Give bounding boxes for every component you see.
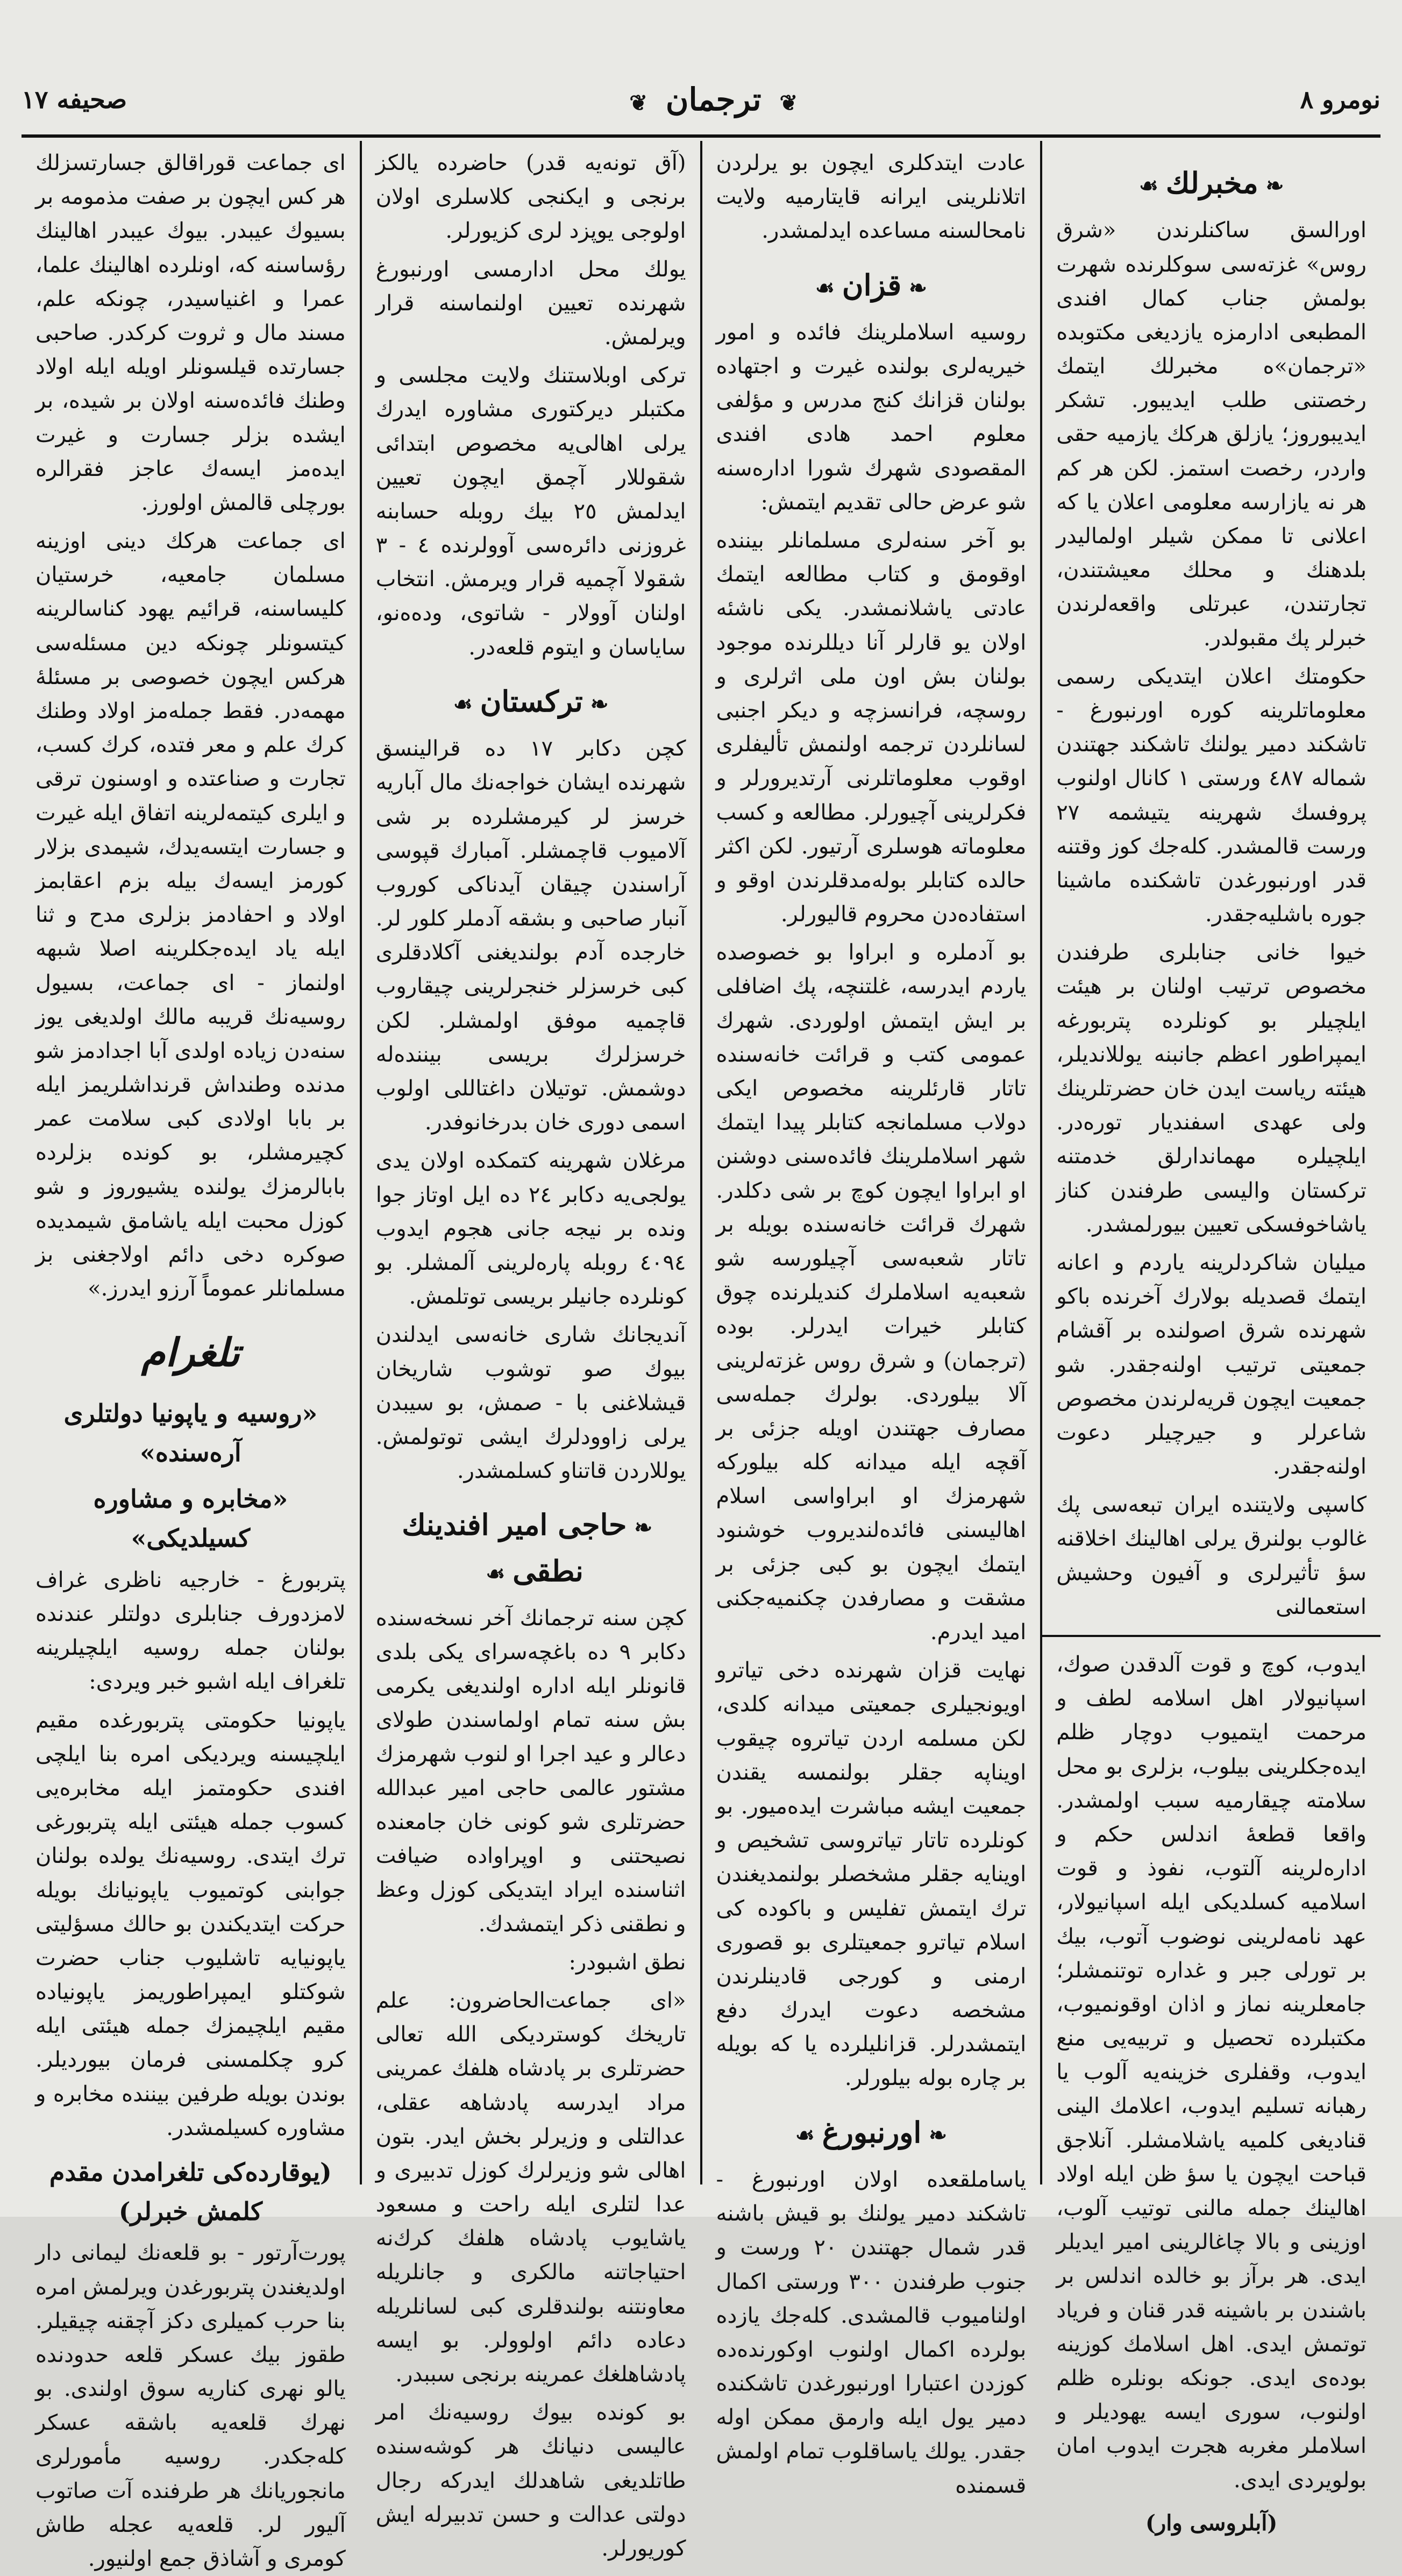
paragraph: (آق تونه‌یه قدر) حاضرده یالكز برنجی و ایكنجی كلاسلری اولان اولوجی یوپزد لری كزیورلر. — [375, 151, 686, 244]
divider — [1042, 1635, 1380, 1637]
column-4 — [22, 141, 360, 2572]
paragraph: اورالسق ساكنلرندن «شرق روس» غزته‌سی سوكلرنده شهرت بولمش جناب كمال افندی المطبعی ادارمزه یازدیغی مكتوبده «ترجمان»ه مخبرلك ایتمك رخصتنی طلب ایدیبور. تشكر ایدیبوروز؛ یازلق هركك یازمیه حقی واردر، رخصت استمز. لكن هر كم هر نه یازارسه معلومی اعلان یا كه اعلانی تا ممكن شیلر اولمالیدر بلدهنك و محلك معیشتندن، تجارتندن، عبرتلی واقعه‌لرندن خبرلر پك مقبولدر. — [1056, 218, 1367, 651]
paragraph: ایدوب، كوچ و قوت آلدقدن صوك، اسپانیولار اهل اسلامه لطف و مرحمت ایتمیوب دوچار ظلم ایده‌جكلرینی بیلوب، بزلری بو محل سلامته چیقارمیه سبب اولمشدر. واقعا قطعۀ اندلس حكم و اداره‌لرینه آلتوب، نفوذ و قوت اسلامیه كسلدیكی ایله اسپانیولار، عهد نامه‌لرینی نوضوب آتوب، بیك بر تورلی جبر و غداره توتنمشلر؛ جامعلرینه نماز و اذان اوقونمیوب، مكتبلرده تحصیل و تربیه‌یی منع ایدوب، وقفلری خزینه‌یه آلوب یا رهبانه تسلیم ایدوب، اعلامك الینی قنادیغی كلمیه یاشلامشلر. آنلاجق قباحت ایچون یا سؤ ظن ایله اولاد اهالینك جمله مالنی توتیب آلوب، اوزینی و بالا چاغالرینی امیر ایدیلر ایدی. هر برآز بو خالده اندلس بر باشندن بر باشینه قدر قنان و فریاد توتمش ایدی. اهل اسلامك كوزینه بوده‌ی ایدی. جونكه بونلره ظلم اولنوب، سوری ایسه یهودیلر و اسلاملر مغربه هجرت ایدوب امان بولویردی ایدی. — [1056, 1652, 1367, 2493]
newspaper-title: ترجمان — [665, 81, 762, 118]
ornament-icon: ❧ — [590, 691, 609, 717]
section-heading: ❧قزان☙ — [815, 267, 927, 302]
ornament-icon: ❧ — [909, 275, 927, 301]
ornament-icon: ☙ — [795, 2122, 815, 2148]
subheading: (یوقارده‌كی تلغرامدن مقدم كلمش خبرلر) — [49, 2158, 332, 2226]
paragraph: یاساملقعده اولان اورنبورغ - تاشكند دمیر یولنك بو قیش باشنه قدر شمال جهتندن ٢٠ ورست و جنوب طرفندن ٣٠٠ ورستی اكمال اولنامیوب قالمشدی. كله‌جك یازده بولرده اكمال اولنوب اوكورنده‌ده كوزدن اعتبارا اورنبورغدن تاشكنده دمیر یول ایله وارمق ممكن اوله جقدر. یولك یاساقلوب تمام اولمش قسمنده — [716, 2167, 1027, 2498]
paragraph: كچن دكابر ١٧ ده قرالینسق شهرنده ایشان خواجه‌نك مال آباریه خرسز لر كیرمشلرده بر شی آلامیوب قاچمشلر. آمبارك قپوسی آراسندن چیقان آیدناكی كوروب آنبار صاحبی و بشقه آدملر كلور لر. خارجده آدم بولندیغنی آكلادقلری كبی خرسزلر خنجرلرینی چیقاروب قاچمیه موفق اولمشلر. لكن خرسزلرك بریسی بیننده‌له دوشمش. توتیلان داغتاللی اولوب اسمی دوری خان بدرخانوفدر. — [375, 736, 686, 1135]
ornament-icon: ☙ — [1139, 173, 1158, 198]
paragraph: «ای جماعت‌الحاضرون: علم تاریخك كوستردیكی الله تعالی حضرتلری بر پادشاه هلفك عمرینی مراد ایدرسه پادشاهه عقلی، عدالتلی و وزیرلر بخش ایدر. بتون اهالی شو وزیرلرك كوزل تدبیری و عدا لتلری ایله راحت و مسعود یاشایوب پادشاه هلفك كرك‌نه احتیاجاتنه مالكری و جانلریله معاونتنه بولندقلری كبی لسانلریله دعاده دائم اولوولر. بو ایسه پادشاهلغك عمرینه برنجی سببدر. — [375, 1988, 686, 2387]
paragraph: پورت‌آرتور - بو قلعه‌نك لیمانی دار اولدیغندن پتربورغدن ویرلمش امره بنا حرب كمیلری دكز آچقنه چیقیلر. طقوز بیك عسكر قلعه حدودنده یالو نهری كناریه سوق اولندی. بو نهرك قلعه‌یه باشقه عسكر كله‌جكدر. روسیه مأمورلری مانجوریانك هر طرفنده آت صاتوب آلیور لر. قلعه‌یه عجله طاش كومری و آشاذق جمع اولنیور. — [35, 2240, 346, 2572]
paragraph: بو آخر سنه‌لری مسلمانلر بیننده اوقومق و كتاب مطالعه ایتمك عادتی یاشلانمشدر. یكی ناشئه اولان یو قارلر آنا دیللرنده موجود بولنان بش اون ملی اثرلری و روسچه، فرانسزچه و دیكر اجنبی لسانلردن ترجمه اولنمش تألیفلری اوقوب معلوماتلرنی آرتدیرورلر و فكرلرینی آچیورلر. مطالعه و كسب معلوماته هوسلری آرتیور. لكن اكثر حالده كتابلر بوله‌مدقلرندن اوقو و استفاده‌دن محروم قالیورلر. — [716, 528, 1027, 927]
masthead-title-group — [620, 81, 807, 118]
paragraph: آندیجانك شاری خانه‌سی ایدلندن بیوك صو توشوب شاریخان قیشلاغنی با - صمش، بو سیبدن یرلی زاوودلرك ایشی توتولمش. یوللاردن قاتناو كسلمشدر. — [375, 1322, 686, 1484]
paragraph: نهایت قزان شهرنده دخی تیاترو اویونجیلری جمعیتی میدانه كلدی، لكن مسلمه اردن تیاتروه چیقوب اویناپه جقلر بولنمسه یقندن جمعیت ایشه مباشرت ایده‌میور. بو كونلرده تاتار تیاتروسی تشخیص و اوینایه جقلر مشخصلر بولنمدیغندن ترك ایتمش تفلیس و باكوده كی اسلام تیاترو جمعیتلری بو قصوری ارمنی و كورجی قادینلرندن مشخصه دعوت ایدرك دفع ایتمشدرلر. قزانلیلرده یا كه بویله بر چاره بوله بیلورلر. — [716, 1658, 1027, 2091]
subheading: «روسیه و یاپونیا دولتلری آره‌سنده» — [63, 1399, 318, 1467]
column-1 — [1040, 141, 1380, 2536]
paragraph: خیوا خانی جنابلری طرفندن مخصوص ترتیب اولنان بر هیئت ایلچیلر بو كونلرده پتربورغه ایمپراطور اعظم جانبنه یوللاندیلر، هیئته ریاست ایدن خان حضرتلرینك ولی عهدی اسفندیار توره‌در. ایلچیلره مهماندارلق خدمتنه تركستان والیسی طرفندن كناز یاشاخوفسكی تعیین بیورلمشدر. — [1056, 940, 1367, 1237]
subheading: «مخابره و مشاوره كسیلدیكی» — [93, 1484, 288, 1553]
paragraph: ای جماعت هركك دینی اوزینه مسلمان جامعیه، خرستیان كلیساسنه، قرائیم یهود كناسالرینه كیتسونلر چونكه دین مسئله‌سی هركس ایچون خصوصی بر مسئلۀ مهمه‌در. فقط جمله‌مز اولاد وطنك كرك علم و معر فتده، كرك كسب، تجارت و صناعتده و اوسنون ترقی و ایلری كیتمه‌لرینه اتفاق ایله غیرت و جسارت ایتسه‌یدك، شیمدی بزلار كورمز ایسه‌ك بیله بزم اعقابمز اولاد و احفادمز بزلری مدح و ثنا ایله یاد ایده‌جكلرینه اصلا شبهه اولنماز - ای جماعت، بسیول روسیه‌نك قریبه مالك اولدیغی یوز سنه‌دن زیاده اولدی آبا اجدادمز شو مدنده وطنداش قرنداشلریمز ایله بر بابا اولادی كبی سلامت عمر كچیرمشلر، بو كونده بزلرده بابالرمزك یولنده یشیوروز و شو كوزل محبت ایله یاشامق شیمدیده صوكره دخی دائم اولاجغنی بز مسلمانلر عموماً آرزو ایدرز.» — [35, 529, 346, 1301]
ornament-icon: ❧ — [929, 2122, 947, 2148]
telegram-heading: تلغرام — [141, 1329, 240, 1376]
ornament-icon: ☙ — [486, 1561, 506, 1586]
paragraph: بو كونده بیوك روسیه‌نك امر عالیسی دنیانك هر كوشه‌سنده طاتلدیغی شاهدلك ایدرکه رجال دولتی عدالت و حسن تدبیرله ایش كوریورلر. — [375, 2400, 686, 2561]
page-number: صحيفه ١٧ — [22, 85, 127, 114]
ornament-icon: ❧ — [1265, 173, 1284, 198]
paragraph: میلیان شاكردلرینه یاردم و اعانه ایتمك قصدیله بولارك آخرنده باكو شهرنده شرق اصولنده بر آقشام جمعیتی ترتیب اولنه‌جقدر. شو جمعیت ایچون قریه‌لرندن مخصوص شاعرلر و جیرچیلر دعوت اولنه‌جقدر. — [1056, 1250, 1367, 1479]
paragraph: پتربورغ - خارجیه ناظری غراف لامزدورف جنابلری دولتلر عندنده بولنان جمله روسیه ایلچیلرینه تلغراف ایله اشبو خبر ویردی: — [35, 1567, 346, 1695]
ornament-icon: ❧ — [634, 1515, 652, 1541]
masthead — [22, 65, 1380, 134]
paragraph: یاپونیا حكومتی پتربورغده مقیم ایلچیسنه ویردیكی امره بنا ایلچی افندی حكومتمز ایله مخابره‌یی كسوب جمله هیئتی ایله پتربورغی ترك ایتدی. روسیه‌نك یولده بولنان جوابنی كوتمیوب یاپونیانك بویله حركت ایتدیكندن بو حالك مسؤلیتی یاپونیایه تاشلیوب جناب حضرت شوكتلو ایمپراطوریمز یاپونیاده مقیم ایلچیمزك جمله هیئتی ایله كرو چكلمسنی فرمان بیوردیلر. بوندن بویله طرفین بیننده مخابره و مشاوره كسیلمشدر. — [35, 1707, 346, 2140]
header-rule — [22, 134, 1380, 138]
paragraph: ای جماعت قوراقالق جسارتسزلك هر كس ایچون بر صفت مذمومه بر بسیوك عیبدر. بیوك عیبدر اهالینك رؤساسنه كه، اونلرده اهالینك علما، عمرا و اغنیاسیدر، چونكه علم، مسند مال و ثروت كركدر. صاحبی جسارتده قیلسونلر اویله ایله اولاد وطنك فائده‌سنه اولان بر شیده، بر ایشده بزلر جسارت و غیرت ایده‌مز ایسه‌ك عاجز فقرالره بورچلی قالمش اولورز. — [35, 151, 346, 515]
paragraph: عادت ایتدكلری ایچون بو یرلردن اتلانلرینی ایرانه قایتارمیه ولایت نامحالسنه مساعده ایدلمشدر. — [716, 151, 1027, 244]
paragraph: تركی اوبلاستنك ولایت مجلسی و مكتبلر دیركتوری مشاوره ایدرك یرلی اهالی‌یه مخصوص ابتدائی شقوللار آچمق ایچون تعیین ایدلمش ٢٥ بیك روبله حسابنه غروزنی دائره‌سی آوولرنده ٤ - ٣ شقولا آچمیه قرار ویرمش. انتخاب اولنان آوولار - شاتوی، وده‌ه‌نو، سایاسان و ایتوم قلعه‌در. — [375, 363, 686, 660]
ornament-icon: ☙ — [815, 275, 835, 301]
ornament-icon: ☙ — [453, 691, 473, 717]
paragraph: كچن سنه ترجمانك آخر نسخه‌سنده دكابر ٩ ده باغچه‌سرای یكی بلدی قانونلر ایله اداره اولندیغی یكرمی بش سنه تمام اولماسندن طولای دعالر و عید اجرا او لنوب شهرمزك مشتور عالمی حاجی امیر عبدالله حضرتلری شو كونی خان جامعنده نصیحتنی و اوپراواده ضیافت اثناسنده ایراد ایتدیكی كوزل وعظ و نطقنی ذكر ایتمشدك. — [375, 1605, 686, 1937]
paragraph: یولك محل ادارمسی اورنبورغ شهرنده تعیین اولنماسنه قرار ویرلمش. — [375, 257, 686, 350]
column-2 — [700, 141, 1041, 2498]
ornament-icon: ❦ — [779, 90, 798, 116]
continuation-note: (آبلروسی وار) — [1145, 2510, 1278, 2536]
paragraph: روسیه اسلاملرینك فائده و امور خیریه‌لری بولنده غیرت و اجتهاده بولنان قزانك كنج مدرس و مؤلفی معلوم احمد هادی افندی المقصودی شهرك شورا اداره‌سنه شو عرض حالی تقدیم ایتمش: — [716, 319, 1027, 515]
speech-label: نطق اشبودر: — [568, 1949, 686, 1975]
ornament-icon: ❦ — [629, 90, 647, 116]
paragraph: مرغلان شهرینه كتمكده اولان یدی یولجی‌یه دكابر ٢٤ ده ایل اوتاز جوا ونده بر نیجه جانی هجوم ایدوب ٤٠٩٤ روبله پارەلرینی آلمشلر. بو كونلرده جانیلر بریسی توتلمش. — [375, 1148, 686, 1310]
section-heading: ❧تركستان☙ — [453, 684, 609, 718]
column-3 — [360, 141, 700, 2561]
paragraph: كاسپی ولایتنده ایران تبعه‌سی پك غالوب بولنرق یرلی اهالینك اخلاقنه سؤ تأثیرلری و آفیون وحشیش استعمالنی — [1056, 1492, 1367, 1619]
issue-number: نومرو ٨ — [1300, 85, 1380, 114]
section-heading: ❧مخبرلك☙ — [1139, 166, 1284, 200]
section-heading: ❧اورنبورغ☙ — [795, 2115, 947, 2150]
paragraph: بو آدملره و ابراوا بو خصوصده یاردم ایدرسه، غلتنچه، پك اضافلی بر ایش ایتمش اولوردی. شهرك عمومی كتب و قرائت خانه‌سنده تاتار قارئلرینه مخصوص ایكی دولاب مسلمانجه كتابلر پیدا ایتمك شهر اسلاملرینك فائده‌سنی دوشنن او ابراوا ایچون كوچ بر شی دكلدر. شهرك قرائت خانه‌سنده بویله بر تاتار شعبه‌سی آچیلورسه شو شعبه‌یه اسلاملرك كندیلرنده چوق كتابلر خیرات ایدرلر. بوده (ترجمان) و شرق روس غزته‌لرینی آلا بیلوردی. بولرك جمله‌سی مصارف جهتندن اویله جزئی بر آقچه ایله میدانه كله بیلورکه شهرمزك او ابراواسی اسلام اهالیسنی فائده‌لندیروب خوشنود ایتمك ایچون بو كبی جزئی بر مشقت و مصارفدن چكنمیه‌جكنی امید ایدرم. — [716, 940, 1027, 1645]
columns — [22, 141, 1380, 2572]
paragraph: حكومتك اعلان ایتدیكی رسمی معلوماتلرینه كوره اورنبورغ - تاشكند دمیر یولنك تاشكند جهتندن شماله ٤٨٧ ورستی ١ كانال اولنوب پروفسك شهرینه یتیشمه ٢٧ ورست قالمشدر. كله‌جك كوز وقتنه قدر اورنبورغدن تاشكنده ماشینا جوره باشلیه‌جقدر. — [1056, 664, 1367, 927]
section-heading: ❧حاجی امیر افندینك نطقی☙ — [402, 1507, 652, 1588]
